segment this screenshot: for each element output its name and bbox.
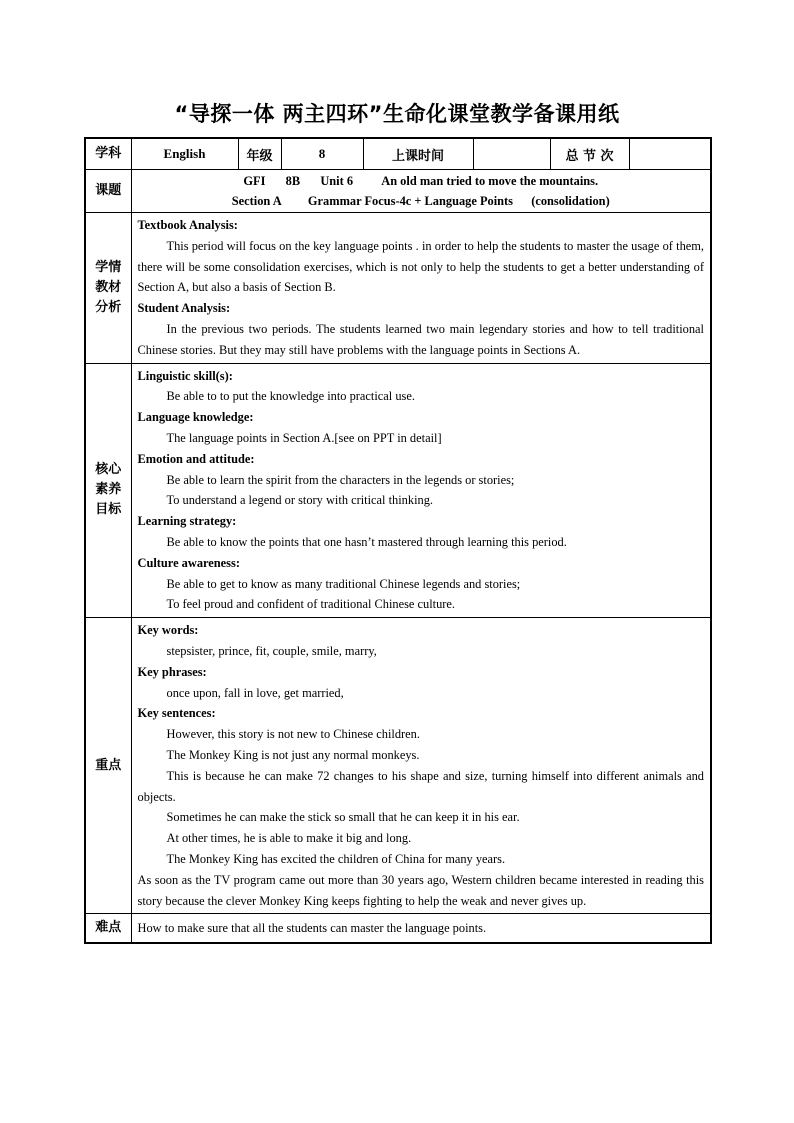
total-periods-value xyxy=(629,138,711,170)
key-sentence: However, this story is not new to Chinese children. xyxy=(166,727,420,742)
lesson-plan-table xyxy=(84,137,712,944)
literacy-label: 核心 素养 目标 xyxy=(85,363,131,618)
textbook-analysis-text: This period will focus on the key language points . in order to help the students to master the usage of them, there will be some consolidation exercises, which is not only to help the students to get a better understanding of Section A, but also a basis of Section B. xyxy=(137,238,704,295)
key-phrases-heading: Key phrases: xyxy=(137,664,207,679)
key-sentence: The Monkey King is not just any normal monkeys. xyxy=(166,747,420,762)
page-title: “导探一体 两主四环”生命化课堂教学备课用纸 xyxy=(174,102,620,126)
key-sentence: The Monkey King has excited the children of China for many years. xyxy=(166,851,506,866)
grade-value: 8 xyxy=(281,138,363,170)
culture-line: Be able to get to know as many traditional Chinese legends and stories; xyxy=(166,576,521,591)
analysis-label: 学情 教材 分析 xyxy=(85,213,131,364)
topic-type: (consolidation) xyxy=(531,194,610,208)
subject-label: 学科 xyxy=(85,138,131,170)
key-sentences-heading: Key sentences: xyxy=(137,706,216,721)
key-points-row xyxy=(85,618,711,914)
textbook-analysis-heading: Textbook Analysis: xyxy=(137,218,238,232)
difficult-points-label: 难点 xyxy=(85,914,131,944)
key-points-label: 重点 xyxy=(85,618,131,914)
topic-program: GFI xyxy=(243,174,266,188)
emotion-line: Be able to learn the spirit from the characters in the legends or stories; xyxy=(166,472,515,487)
topic-focus: Grammar Focus-4c + Language Points xyxy=(307,194,513,208)
key-words-heading: Key words: xyxy=(137,623,199,638)
topic-content xyxy=(131,170,711,213)
topic-unit-title: An old man tried to move the mountains. xyxy=(381,174,599,188)
key-sentence: As soon as the TV program came out more than 30 years ago, Western children became interested in reading this story because the clever Monkey King keeps fighting to help the weak and never gives up. xyxy=(137,872,704,908)
culture-line: To feel proud and confident of traditional Chinese culture. xyxy=(166,597,455,612)
difficult-points-text: How to make sure that all the students can master the language points. xyxy=(131,914,711,944)
linguistic-heading: Linguistic skill(s): xyxy=(137,368,233,383)
strategy-text: Be able to know the points that one hasn’t mastered through learning this period. xyxy=(166,534,567,549)
linguistic-text: Be able to to put the knowledge into practical use. xyxy=(166,389,415,404)
knowledge-text: The language points in Section A.[see on PPT in detail] xyxy=(166,430,442,445)
topic-line-2 xyxy=(132,191,711,211)
topic-row xyxy=(85,170,711,213)
topic-section: Section A xyxy=(231,194,282,208)
difficult-points-row xyxy=(85,914,711,944)
subject-value: English xyxy=(131,138,238,170)
key-phrases-text: once upon, fall in love, get married, xyxy=(166,685,344,700)
topic-line-1 xyxy=(132,171,711,191)
grade-label: 年级 xyxy=(238,138,281,170)
culture-heading: Culture awareness: xyxy=(137,555,240,570)
literacy-row xyxy=(85,363,711,618)
class-time-value xyxy=(473,138,550,170)
topic-label: 课题 xyxy=(85,170,131,213)
key-sentence: At other times, he is able to make it big and long. xyxy=(166,831,412,846)
key-points-content xyxy=(131,618,711,914)
student-analysis-text: In the previous two periods. The students learned two main legendary stories and how to tell traditional Chinese stories. But they may still have problems with the language points in Sections A. xyxy=(137,321,704,357)
class-time-label: 上课时间 xyxy=(363,138,473,170)
student-analysis-heading: Student Analysis: xyxy=(137,301,231,316)
literacy-content xyxy=(131,363,711,618)
analysis-content xyxy=(131,213,711,364)
emotion-line: To understand a legend or story with critical thinking. xyxy=(166,493,434,508)
analysis-row xyxy=(85,213,711,364)
key-sentence: This is because he can make 72 changes to his shape and size, turning himself into different animals and objects. xyxy=(137,768,704,804)
strategy-heading: Learning strategy: xyxy=(137,514,237,529)
topic-grade: 8B xyxy=(285,174,301,188)
key-words-text: stepsister, prince, fit, couple, smile, marry, xyxy=(166,643,377,658)
key-sentence: Sometimes he can make the stick so small that he can keep it in his ear. xyxy=(166,810,520,825)
knowledge-heading: Language knowledge: xyxy=(137,410,254,425)
total-periods-label: 总 节 次 xyxy=(550,138,629,170)
topic-unit: Unit 6 xyxy=(320,174,354,188)
header-row xyxy=(85,138,711,170)
emotion-heading: Emotion and attitude: xyxy=(137,451,255,466)
